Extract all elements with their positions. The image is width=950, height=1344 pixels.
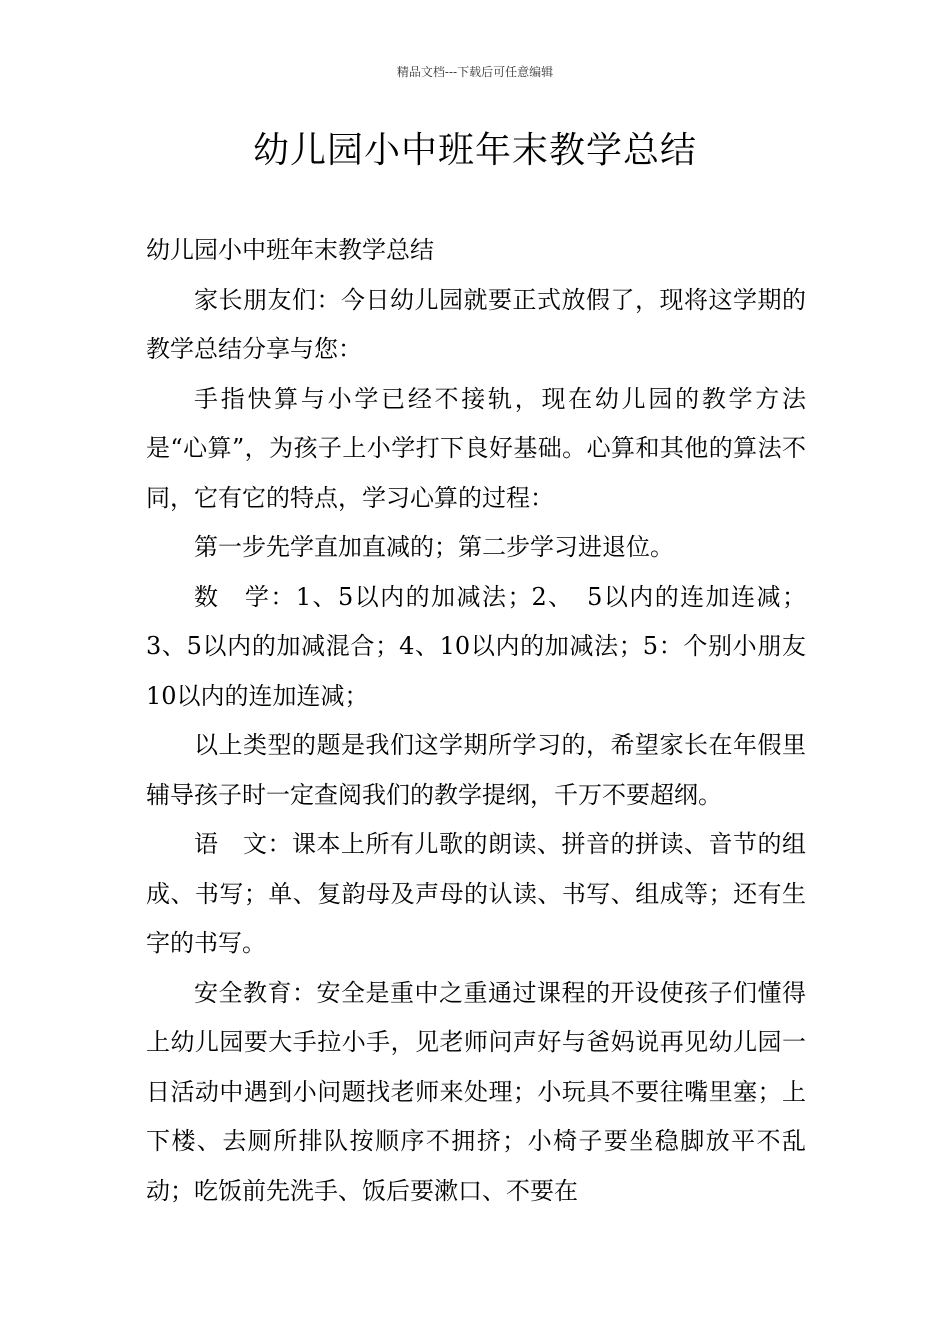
document-title: 幼儿园小中班年末教学总结 [252,130,697,171]
paragraph-steps: 第一步先学直加直减的；第二步学习进退位。 [194,533,674,561]
document-subtitle: 幼儿园小中班年末教学总结 [146,236,434,264]
paragraph-math: 数 学：1、5以内的加减法；2、 5以内的连加连减；3、5以内的加减混合；4、10以内的加减法；5：个别小朋友10以内的连加连减； [146,582,806,710]
document-body [146,226,806,1216]
paragraph-greeting: 家长朋友们：今日幼儿园就要正式放假了，现将这学期的教学总结分享与您： [146,285,806,363]
paragraph-chinese: 语 文：课本上所有儿歌的朗读、拼音的拼读、音节的组成、书写；单、复韵母及声母的认读、书写、组成等；还有生字的书写。 [146,830,806,957]
paragraph-mental-math: 手指快算与小学已经不接轨，现在幼儿园的教学方法是“心算”，为孩子上小学打下良好基础。心算和其他的算法不同，它有它的特点，学习心算的过程： [146,384,806,512]
paragraph-safety: 安全教育：安全是重中之重通过课程的开设使孩子们懂得上幼儿园要大手拉小手，见老师问声好与爸妈说再见幼儿园一日活动中遇到小问题找老师来处理；小玩具不要往嘴里塞；上下楼、去厕所排队按顺序不拥挤；小椅子要坐稳脚放平不乱动；吃饭前先洗手、饭后要漱口、不要在 [146,978,806,1205]
page-header-watermark: 精品文档---下载后可任意编辑 [396,65,554,79]
paragraph-syllabus-note: 以上类型的题是我们这学期所学习的，希望家长在年假里辅导孩子时一定查阅我们的教学提纲，千万不要超纲。 [146,731,806,809]
